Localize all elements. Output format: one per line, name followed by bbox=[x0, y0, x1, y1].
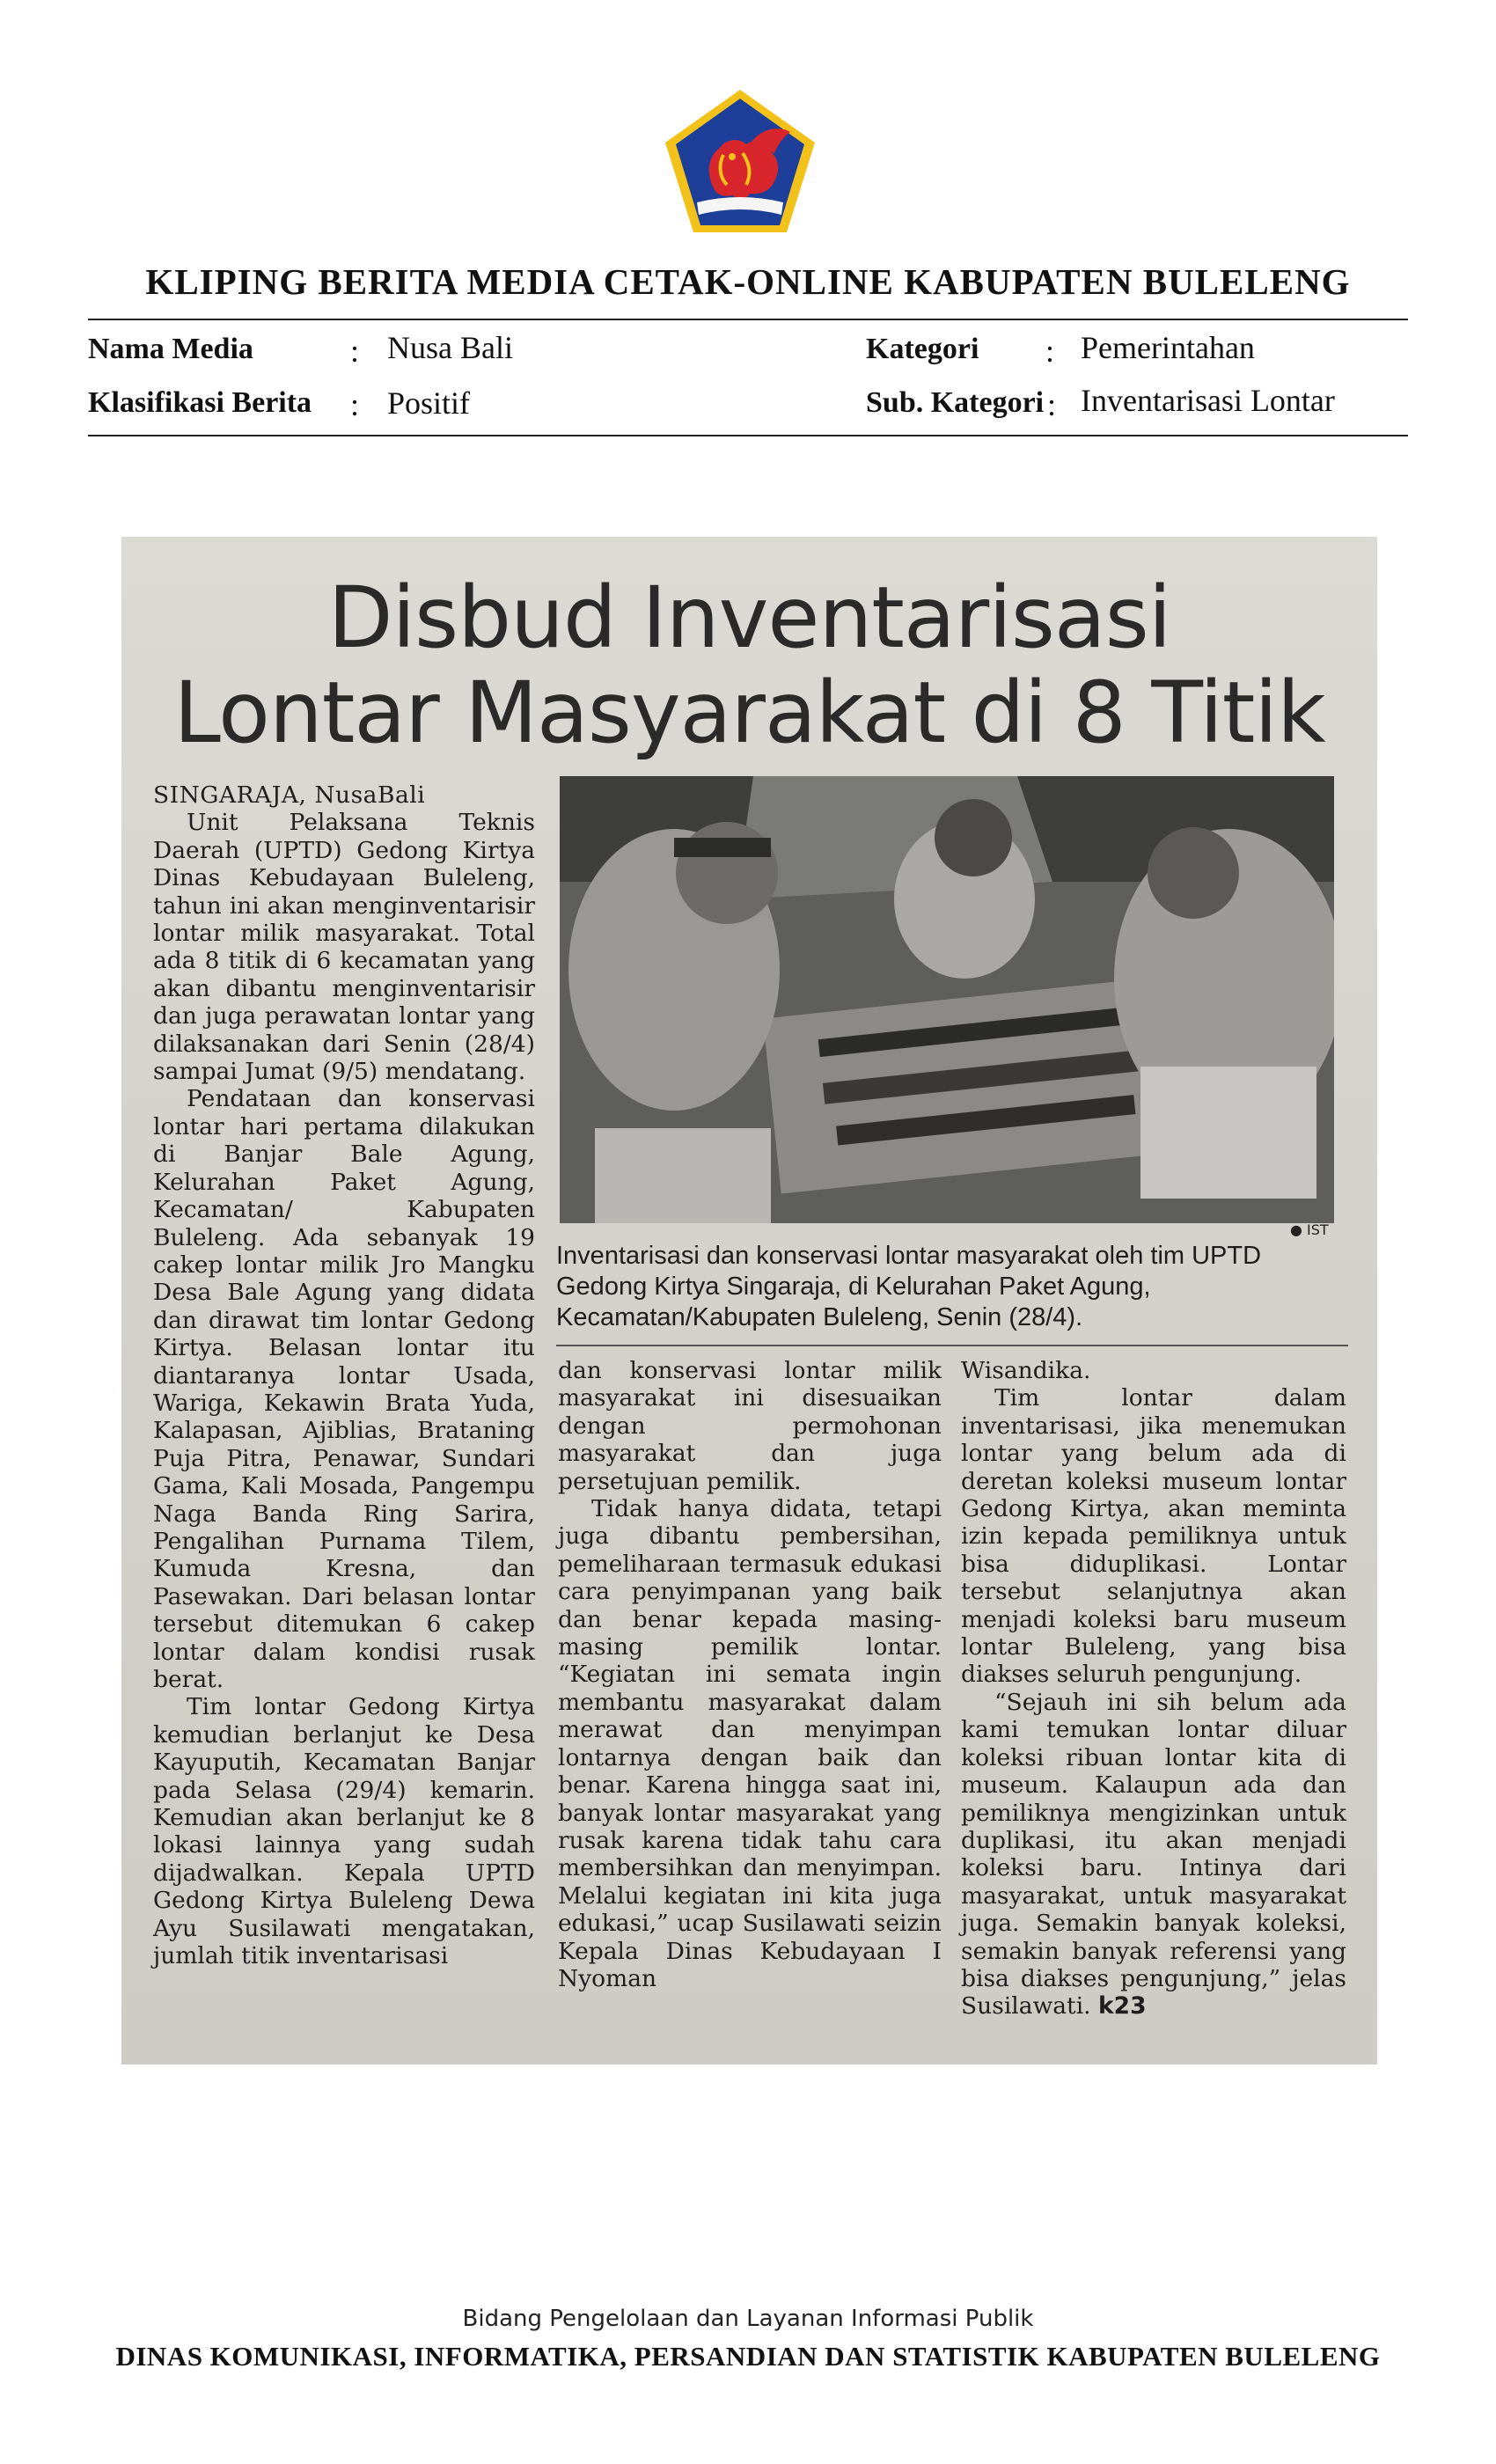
paragraph: Pendataan dan konservasi lontar hari pertama dilakukan di Banjar Bale Agung, Kelurahan Paket Agung, Kecamatan/ Kabupaten Buleleng. Ada sebanyak 19 cakep lontar milik Jro Mangku Desa Bale Agung yang didata dan dirawat tim lontar Gedong Kirtya. Belasan lontar itu diantaranya lontar Usada, Wariga, Kekawin Brata Yuda, Kalapasan, Ajiblias, Brataning Puja Pitra, Penawar, Sundari Gama, Kali Mosada, Pangempu Naga Banda Ring Sarira, Pengalihan Purnama Tilem, Kumuda Kresna, dan Pasewakan. Dari belasan lontar tersebut ditemukan 6 cakep lontar dalam kondisi rusak berat. bbox=[153, 1085, 535, 1693]
header-divider bbox=[88, 319, 1408, 320]
author-signature: k23 bbox=[1098, 1992, 1147, 2020]
klasifikasi-label: Klasifikasi Berita bbox=[88, 386, 312, 419]
paragraph: Wisandika. bbox=[961, 1357, 1091, 1384]
article-column-1 bbox=[153, 781, 535, 1969]
kategori-label: Kategori bbox=[866, 333, 979, 365]
klasifikasi-value: Positif bbox=[387, 385, 471, 421]
footer-agency: DINAS KOMUNIKASI, INFORMATIKA, PERSANDIAN DAN STATISTIK KABUPATEN BULELENG bbox=[115, 2341, 1381, 2372]
paragraph: dan konservasi lontar milik masyarakat ini disesuaikan dengan permohonan masyarakat dan juga persetujuan pemilik. bbox=[558, 1357, 942, 1495]
meta-divider bbox=[88, 435, 1408, 436]
sub-kategori-label: Sub. Kategori bbox=[866, 386, 1045, 419]
paragraph: “Sejauh ini sih belum ada kami temukan lontar diluar koleksi ribuan lontar kita di museum. Kalaupun ada dan pemiliknya mengizinkan untuk duplikasi, itu akan menjadi koleksi baru. Intinya dari masyarakat, untuk masyarakat juga. Semakin banyak koleksi, semakin banyak referensi yang bisa diakses pengunjung,” jelas Susilawati. k23 bbox=[961, 1688, 1346, 2020]
paragraph: Unit Pelaksana Teknis Daerah (UPTD) Gedong Kirtya Dinas Kebudayaan Buleleng, tahun ini akan menginventarisir lontar milik masyarakat. Total ada 8 titik di 6 kecamatan yang akan dibantu menginventarisir dan juga perawatan lontar yang dilaksanakan dari Senin (28/4) sampai Jumat (9/5) mendatang. bbox=[153, 809, 535, 1086]
caption-divider bbox=[556, 1345, 1348, 1346]
paragraph: Tim lontar Gedong Kirtya kemudian berlanjut ke Desa Kayuputih, Kecamatan Banjar pada Selasa (29/4) kemarin. Kemudian akan berlanjut ke 8 lokasi lainnya yang sudah dijadwalkan. Kepala UPTD Gedong Kirtya Buleleng Dewa Ayu Susilawati mengatakan, jumlah titik inventarisasi bbox=[153, 1693, 535, 1970]
newspaper-clipping bbox=[121, 537, 1377, 2064]
meta-separator: : bbox=[1045, 334, 1055, 369]
paragraph: Tidak hanya didata, tetapi juga dibantu pembersihan, pemeliharaan termasuk edukasi cara penyimpanan yang baik dan benar kepada masing-masing pemilik lontar. “Kegiatan ini semata ingin membantu masyarakat dalam merawat dan menyimpan lontarnya dengan baik dan benar. Karena hingga saat ini, banyak lontar masyarakat yang rusak karena tidak tahu cara membersihkan dan menyimpan. Melalui kegiatan ini kita juga edukasi,” ucap Susilawati seizin Kepala Dinas Kebudayaan I Nyoman bbox=[558, 1495, 942, 1992]
headline-line-1: Disbud Inventarisasi bbox=[327, 568, 1171, 667]
page-title: KLIPING BERITA MEDIA CETAK-ONLINE KABUPATEN BULELENG bbox=[145, 261, 1351, 302]
meta-separator: : bbox=[1047, 387, 1057, 422]
photo-caption: Inventarisasi dan konservasi lontar masyarakat oleh tim UPTD Gedong Kirtya Singaraja, di Kelurahan Paket Agung, Kecamatan/Kabupaten Buleleng, Senin (28/4). bbox=[556, 1242, 1262, 1331]
article-column-2 bbox=[558, 1357, 942, 1992]
nama-media-label: Nama Media bbox=[88, 333, 253, 365]
kabupaten-buleleng-logo bbox=[662, 86, 818, 236]
sub-kategori-value: Inventarisasi Lontar bbox=[1081, 383, 1335, 418]
meta-separator: : bbox=[350, 387, 360, 422]
footer-department: Bidang Pengelolaan dan Layanan Informasi Publik bbox=[462, 2306, 1034, 2332]
dateline: SINGARAJA, NusaBali bbox=[153, 781, 426, 809]
paragraph: Tim lontar dalam inventarisasi, jika menemukan lontar yang belum ada di deretan koleksi museum lontar Gedong Kirtya, akan meminta izin kepada pemiliknya untuk bisa diduplikasi. Lontar tersebut selanjutnya akan menjadi koleksi baru museum lontar Buleleng, yang bisa diakses seluruh pengunjung. bbox=[961, 1384, 1346, 1689]
article-column-3 bbox=[961, 1357, 1346, 2020]
photo-credit: ● IST bbox=[1290, 1221, 1329, 1238]
headline-line-2: Lontar Masyarakat di 8 Titik bbox=[173, 664, 1325, 762]
kategori-value: Pemerintahan bbox=[1081, 330, 1255, 365]
meta-separator: : bbox=[350, 334, 360, 369]
nama-media-value: Nusa Bali bbox=[387, 330, 513, 365]
article-photo bbox=[560, 776, 1334, 1223]
